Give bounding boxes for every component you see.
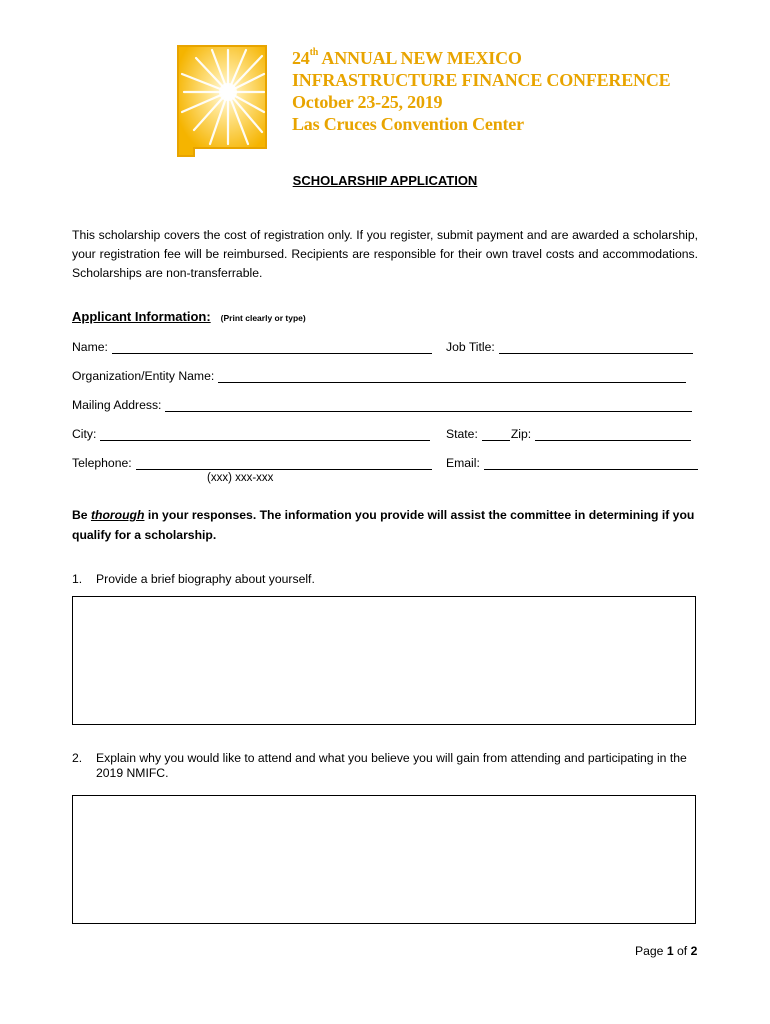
- section-note: (Print clearly or type): [220, 312, 306, 323]
- state-field[interactable]: [482, 426, 510, 441]
- total-pages: 2: [690, 944, 698, 958]
- telephone-label: Telephone:: [72, 456, 132, 470]
- question-text: Provide a brief biography about yourself.: [96, 572, 315, 586]
- new-mexico-sun-logo-icon: [176, 44, 270, 158]
- attendance-reason-answer-box[interactable]: [72, 795, 696, 924]
- mailing-address-field[interactable]: [165, 397, 692, 412]
- biography-answer-box[interactable]: [72, 596, 696, 725]
- name-row: [72, 339, 432, 354]
- current-page: 1: [666, 944, 674, 958]
- question-number: 1.: [72, 572, 83, 586]
- question-number: 2.: [72, 751, 83, 765]
- question-1: [72, 572, 700, 587]
- state-zip-row: [446, 426, 691, 441]
- email-row: [446, 455, 698, 470]
- city-field[interactable]: [100, 426, 430, 441]
- zip-field[interactable]: [535, 426, 691, 441]
- instructions: Be thorough in your responses. The information you provide will assist the committee in determining if you qualify for a scholarship.: [72, 508, 695, 542]
- conference-line-1: 24th ANNUAL NEW MEXICO: [292, 47, 522, 68]
- state-label: State:: [446, 427, 478, 441]
- mailing-row: [72, 397, 692, 412]
- telephone-field[interactable]: [136, 455, 432, 470]
- name-field[interactable]: [112, 339, 432, 354]
- conference-dates: October 23-25, 2019: [292, 92, 443, 112]
- city-row: [72, 426, 430, 441]
- telephone-format-hint: (xxx) xxx-xxx: [207, 472, 274, 484]
- question-2: [72, 751, 700, 781]
- zip-label: Zip:: [510, 427, 532, 441]
- page-indicator: Page 1 of 2: [635, 944, 698, 958]
- email-label: Email:: [446, 456, 480, 470]
- organization-label: Organization/Entity Name:: [72, 369, 215, 383]
- form-title: SCHOLARSHIP APPLICATION: [292, 173, 478, 188]
- applicant-section-heading: [72, 309, 306, 324]
- section-label: Applicant Information:: [72, 309, 211, 324]
- email-field[interactable]: [484, 455, 698, 470]
- question-text: Explain why you would like to attend and what you believe you will gain from attending and participating in the 2019 NMIFC.: [96, 751, 687, 780]
- name-label: Name:: [72, 340, 108, 354]
- conference-line-2: INFRASTRUCTURE FINANCE CONFERENCE: [292, 70, 671, 90]
- job-title-row: [446, 339, 693, 354]
- organization-row: [72, 368, 686, 383]
- emphasis-thorough: thorough: [90, 508, 145, 522]
- conference-venue: Las Cruces Convention Center: [292, 114, 524, 134]
- city-label: City:: [72, 427, 97, 441]
- telephone-row: [72, 455, 432, 470]
- organization-field[interactable]: [218, 368, 686, 383]
- intro-paragraph: This scholarship covers the cost of registration only. If you register, submit payment and are awarded a scholarship, your registration fee will be reimbursed. Recipients are responsible for their own travel costs and accommodations. Scholarships are non-transferrable.: [72, 228, 698, 280]
- mailing-label: Mailing Address:: [72, 398, 162, 412]
- conference-header: [292, 44, 670, 135]
- job-title-field[interactable]: [499, 339, 693, 354]
- job-title-label: Job Title:: [446, 340, 495, 354]
